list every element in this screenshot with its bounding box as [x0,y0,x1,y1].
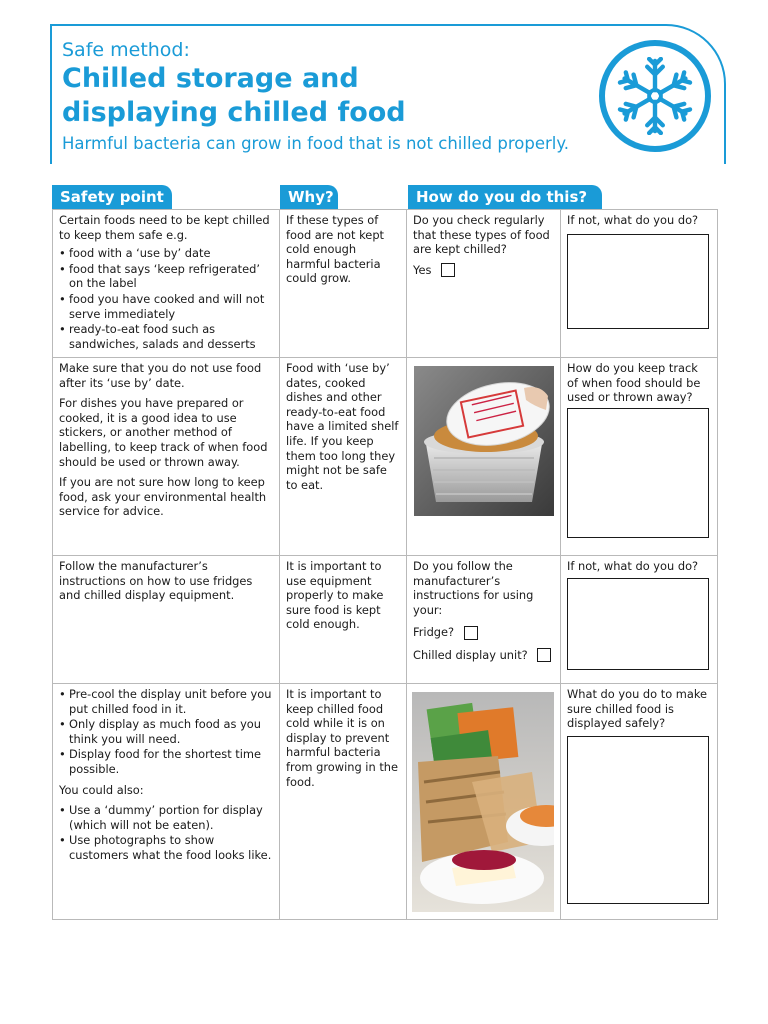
page-title-line2: displaying chilled food [62,97,406,128]
header [62,38,622,156]
column-header-why: Why? [280,185,338,209]
how-cell [407,556,561,683]
safety-point-cell [53,684,280,919]
table-row [52,556,718,684]
list-item: • ready-to-eat food such as sandwiches, salads and desserts [59,322,273,351]
why-text: It is important to keep chilled food cold while it is on display to prevent harmful bacteria from growing in the food. [286,687,399,789]
safety-paragraph: For dishes you have prepared or cooked, it is a good idea to use stickers, or another method of labelling, to keep track of when food should be used or thrown away. [59,396,268,469]
followup-question: If not, what do you do? [567,213,699,227]
why-text: If these types of food are not kept cold enough harmful bacteria could grow. [286,213,385,286]
answer-box[interactable] [567,408,709,538]
followup-cell [561,684,717,919]
safety-bullet-list [59,246,273,351]
photo-cell [407,684,561,919]
page-eyebrow: Safe method: [62,39,190,61]
answer-box[interactable] [567,234,709,329]
snowflake-badge [599,40,711,152]
column-headers [52,185,718,209]
safety-point-cell [53,210,280,357]
fridge-option [413,625,554,640]
followup-cell [561,358,717,555]
safety-paragraph: Follow the manufacturer’s instructions on how to use fridges and chilled display equipment. [59,559,253,603]
fridge-label: Fridge? [413,625,455,640]
answer-box[interactable] [567,736,709,904]
followup-cell [561,210,717,357]
safety-paragraph: Make sure that you do not use food after its ‘use by’ date. [59,361,262,390]
column-header-safety-point: Safety point [52,185,172,209]
fridge-checkbox[interactable] [464,626,478,640]
page-subtitle: Harmful bacteria can grow in food that is not chilled properly. [62,134,570,153]
display-unit-option [413,648,554,663]
column-header-how: How do you do this? [408,185,602,209]
followup-question: If not, what do you do? [567,559,699,573]
table-row [52,684,718,920]
how-cell [407,210,561,357]
list-item: • Use photographs to show customers what the food looks like. [59,833,273,862]
how-question: Do you check regularly that these types of food are kept chilled? [413,213,550,257]
chilled-display-photo [412,692,554,912]
why-text: Food with ‘use by’ dates, cooked dishes and other ready-to-eat food have a limited shelf life. If you keep them too long they might not be safe to eat. [286,361,399,492]
safety-point-cell [53,556,280,683]
list-item: • Only display as much food as you think you will need. [59,717,273,746]
list-item: • food that says ‘keep refrigerated’ on the label [59,262,273,291]
display-unit-label: Chilled display unit? [413,647,528,662]
safety-intro: Certain foods need to be kept chilled to keep them safe e.g. [59,213,270,242]
photo-cell [407,358,561,555]
yes-label: Yes [413,262,432,277]
list-item: • food with a ‘use by’ date [59,246,273,261]
safety-bullet-list [59,687,273,777]
table-row [52,210,718,358]
list-item: • Use a ‘dummy’ portion for display (which will not be eaten). [59,803,273,832]
table-row [52,358,718,556]
followup-question: How do you keep track of when food should be used or thrown away? [567,361,701,405]
display-unit-checkbox[interactable] [537,648,551,662]
safety-bullet-list-2 [59,803,273,862]
page-title-line1: Chilled storage and [62,63,359,94]
how-question: Do you follow the manufacturer’s instructions for using your: [413,559,534,617]
labelled-food-container-photo [414,366,554,516]
why-cell [280,556,407,683]
followup-question: What do you do to make sure chilled food is displayed safely? [567,687,708,731]
why-cell [280,358,407,555]
list-item: • food you have cooked and will not serve immediately [59,292,273,321]
safety-point-cell [53,358,280,555]
safety-also: You could also: [59,782,144,797]
answer-box[interactable] [567,578,709,670]
yes-option [413,263,554,278]
list-item: • Display food for the shortest time possible. [59,747,273,776]
list-item: • Pre-cool the display unit before you put chilled food in it. [59,687,273,716]
why-cell [280,210,407,357]
header-frame-left-rule [50,24,52,164]
why-cell [280,684,407,919]
safety-table [52,209,718,920]
snowflake-icon [616,57,694,135]
why-text: It is important to use equipment properly to make sure food is kept cold enough. [286,559,384,632]
followup-cell [561,556,717,683]
safety-paragraph: If you are not sure how long to keep food, ask your environmental health service for advice. [59,475,267,519]
yes-checkbox[interactable] [441,263,455,277]
